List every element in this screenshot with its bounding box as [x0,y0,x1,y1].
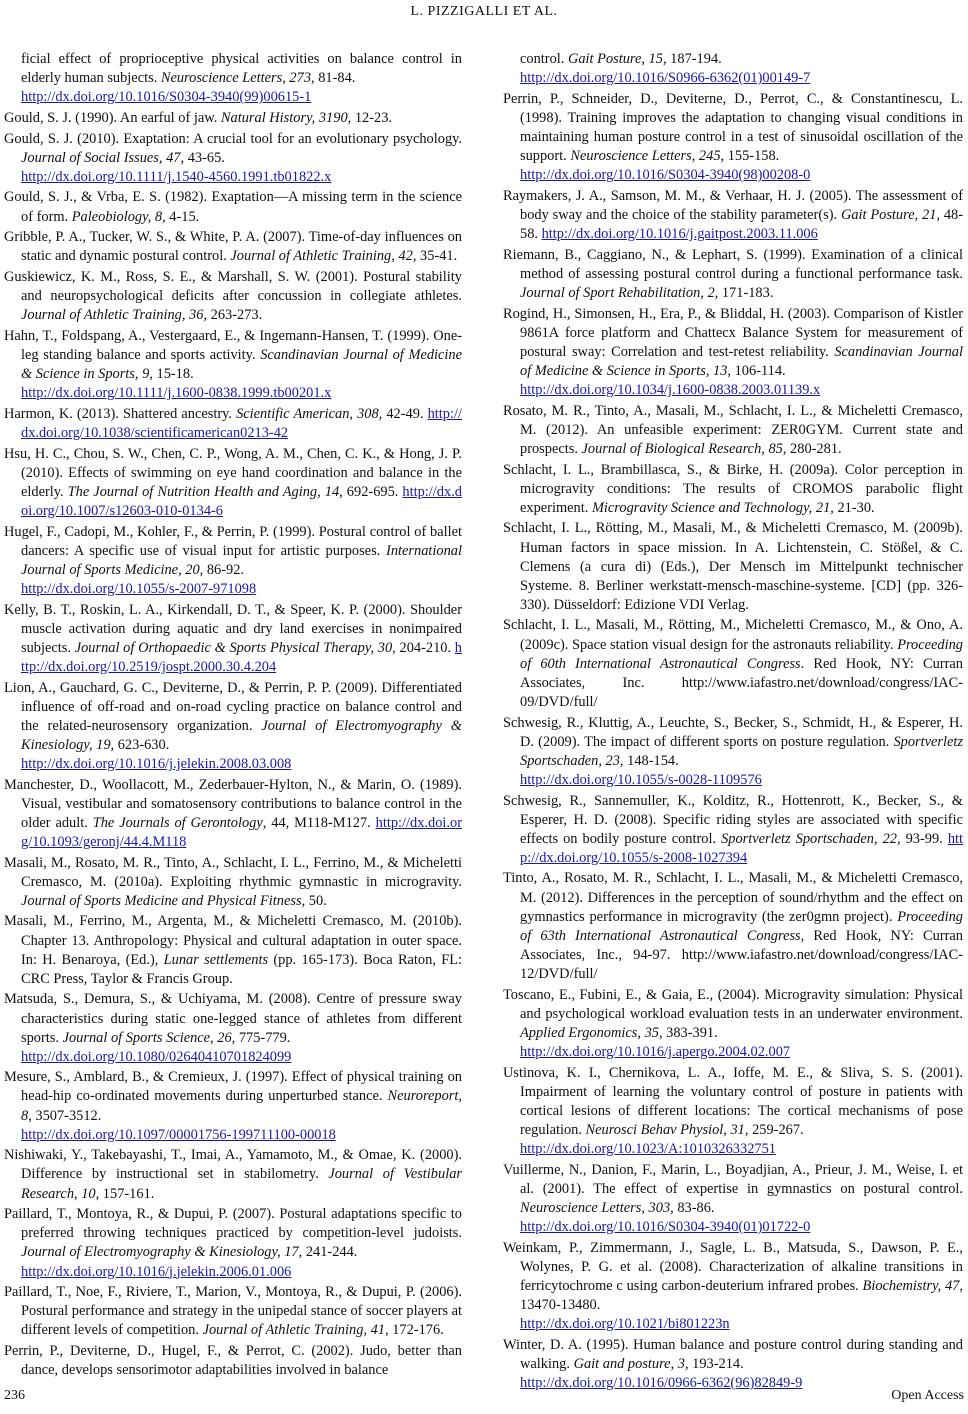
reference-text: Masali, M., Rosato, M. R., Tinto, A., Schlacht, I. L., Ferrino, M., & Micheletti Cremasco, M. (2010a). Exploiting rhythmic gymnastic in microgravity. [4,854,462,890]
reference-venue: The Journal of Nutrition Health and Aging, 14, [67,483,343,500]
reference-text: Vuillerme, N., Danion, F., Marin, L., Boyadjian, A., Prieur, J. M., Weise, I. et al. (2001). The effect of expertise in gymnastics on postural control. [503,1161,963,1197]
doi-link[interactable]: http://dx.doi.org/10.1111/j.1540-4560.1991.tb01822.x [21,168,332,185]
reference-entry [4,679,462,774]
reference-entry [4,405,462,443]
reference-text: Hugel, F., Cadopi, M., Kohler, F., & Perrin, P. (1999). Postural control of ballet dancers: A specific use of visual input for artistic purposes. [4,523,462,559]
reference-entry [503,1239,963,1334]
reference-text: Masali, M., Ferrino, M., Argenta, M., & Micheletti Cremasco, M. (2010b). Chapter 13. Anthropology: Physical and cultural adaptation in outer space. In: H. Benaroya, (Ed.), [4,913,462,968]
reference-entry [503,402,963,459]
reference-entry [503,246,963,303]
reference-venue: Journal of Athletic Training, 36, [21,307,208,324]
reference-entry [4,912,462,988]
reference-text: Toscano, E., Fubini, E., & Gaia, E., (2004). Microgravity simulation: Physical and psychological workload evaluation tests in an underwater environment. [503,986,963,1022]
doi-link[interactable]: http://dx.doi.org/10.1007/s12603-010-0134-6 [21,483,462,519]
reference-text: Ustinova, K. I., Chernikova, L. A., Ioffe, M. E., & Sliva, S. S. (2001). Impairment of learning the voluntary control of posture in patients with cortical lesions of different locations: The cortical mechanisms of pose regulation. [503,1064,963,1138]
reference-venue: Gait Posture, 15, [567,51,667,67]
reference-entry [503,90,963,185]
reference-venue: Neuroscience Letters, 245, [570,148,725,165]
reference-venue: Journal of Sport Rehabilitation, 2, [520,284,719,301]
reference-text: control. [520,51,568,67]
reference-text: Tinto, A., Rosato, M. R., Schlacht, I. L., Masali, M., & Micheletti Cremasco, M. (2012). Differences in the perception of sound/rhythm and the effect on gymnastics performance in microgravity (the zer0gmn project). [503,870,963,925]
reference-entry [503,869,963,984]
reference-venue: Scandinavian Journal of Medicine & Science in Sports, 13, [520,343,963,379]
reference-pages: 4-15. [165,208,200,225]
reference-venue: Scientific American, 308, [236,405,383,422]
reference-text: Mesure, S., Amblard, B., & Cremieux, J. (1997). Effect of physical training on head-hip co-ordinated movements during unperturbed stance. [4,1069,462,1105]
doi-link[interactable]: http://dx.doi.org/10.1016/0966-6362(96)82849-9 [520,1374,803,1391]
reference-text: Schlacht, I. L., Masali, M., Rötting, M., Micheletti Cremasco, M., & Ono, A. (2009c). Space station visual design for the astronauts reliability. [503,617,963,653]
reference-entry [4,601,462,677]
reference-entry [4,327,462,403]
reference-text: Kelly, B. T., Roskin, L. A., Kirkendall, D. T., & Speer, K. P. (2000). Shoulder muscle activation during aquatic and dry land exercises in nonimpaired subjects. [4,601,462,656]
reference-venue: Journal of Athletic Training, 42, [230,248,417,265]
reference-venue: Natural History, 3190, [220,109,352,126]
reference-text: Rogind, H., Simonsen, H., Era, P., & Bliddal, H. (2003). Comparison of Kistler 9861A force platform and Chattecx Balance System for measurement of postural sway: Correlation and test-retest reliability. [503,305,963,360]
reference-text: Nishiwaki, Y., Takebayashi, T., Imai, A., Yamamoto, M., & Omae, K. (2000). Difference by instructional set in stabilometry. [4,1147,462,1183]
reference-text: Schlacht, I. L., Rötting, M., Masali, M., & Micheletti Cremasco, M. (2009b). Human factors in space mission. In A. Lichtenstein, C. Stößel, & C. Clemens (a cura di) (Eds.), Der Mensch im Mittelpunkt technischer Systeme. 8. Berliner werkstatt-mensch-maschine-systeme. [CD] (pp. 326-330). Düsseldorf: Edizione VDI Verlag. [503,520,963,613]
reference-entry [4,109,462,128]
footer-label: Open Access [891,1388,964,1403]
reference-pages: 83-86. [673,1199,715,1216]
doi-link[interactable]: http://dx.doi.org/10.1111/j.1600-0838.1999.tb00201.x [21,385,332,402]
reference-pages: 171-183. [718,284,774,301]
reference-entry [503,792,963,868]
reference-pages: 383-391. [662,1024,718,1041]
reference-pages: 35-41. [416,248,458,265]
reference-venue: Proceeding of 63th International Astronautical Congress [520,908,963,944]
reference-entry [4,1068,462,1144]
reference-pages: . Red Hook, NY: Curran Associates, Inc. http://www.iafastro.net/download/congress/IAC-09/DVD/full/ [520,655,963,710]
reference-text: Hahn, T., Foldspang, A., Vestergaard, E., & Ingemann-Hansen, T. (1999). One-leg standing balance and sports activity. [4,327,462,363]
reference-entry [4,130,462,187]
reference-pages: 259-267. [748,1121,804,1138]
reference-pages: , Red Hook, NY: Curran Associates, Inc., 94-97. http://www.iafastro.net/download/congress/IAC-12/DVD/full/ [520,927,963,982]
reference-text: Rosato, M. R., Tinto, A., Masali, M., Schlacht, I. L., & Micheletti Cremasco, M. (2012). An unfeasible experiment: ZER0GYM. Current state and prospects. [503,402,963,457]
reference-venue: Journal of Sports Science, 26, [62,1029,236,1046]
reference-entry [4,445,462,521]
reference-pages: 42-49. [382,405,428,422]
reference-venue: Scandinavian Journal of Medicine & Science in Sports, 9, [21,346,462,383]
reference-text: Matsuda, S., Demura, S., & Uchiyama, M. (2008). Centre of pressure sway characteristics during static one-legged stance of athletes from different sports. [4,991,462,1046]
reference-pages: 21-30. [833,499,875,516]
reference-text: Lion, A., Gauchard, G. C., Deviterne, D., & Perrin, P. P. (2009). Differentiated influence of off-road and on-road cycling practice on balance control and the related-neurosensory organization. [4,679,462,734]
reference-entry [503,714,963,790]
reference-entry [4,990,462,1066]
reference-venue: Microgravity Science and Technology, 21, [591,499,834,516]
reference-entry [503,986,963,1062]
reference-text: Riemann, B., Caggiano, N., & Lephart, S. (1999). Examination of a clinical method of assessing postural control during a functional performance task. [503,246,963,282]
reference-venue: Paleobiology, 8, [71,208,166,225]
reference-venue: Journal of Electromyography & Kinesiology, 17, [21,1244,303,1261]
reference-entry [4,268,462,325]
doi-link[interactable]: http://dx.doi.org/10.1093/geronj/44.4.M118 [21,814,463,850]
reference-venue: Proceeding of 60th International Astronautical Congress [520,636,963,672]
reference-venue: Neuroscience Letters, 303, [520,1199,674,1216]
reference-entry [4,523,462,599]
references-right-column [503,50,963,1395]
reference-venue: Journal of Biological Research, 85, [581,440,787,457]
reference-text: Gould, S. J., & Vrba, E. S. (1982). Exaptation—A missing term in the science of form. [4,189,462,225]
reference-text: Hsu, H. C., Chou, S. W., Chen, C. P., Wong, A. M., Chen, C. K., & Hong, J. P. (2010). Effects of swimming on eye hand coordination and balance in the elderly. [4,445,462,500]
reference-text: Gribble, P. A., Tucker, W. S., & White, P. A. (2007). Time-of-day influences on static and dynamic postural control. [4,229,462,265]
reference-entry [4,1342,462,1380]
doi-link[interactable]: http://dx.doi.org/10.1016/S0304-3940(98)00208-0 [520,167,811,184]
reference-entry [503,461,963,518]
doi-link[interactable]: http://dx.doi.org/10.1021/bi801223n [520,1316,730,1332]
reference-venue: International Journal of Sports Medicine, 20, [21,542,462,578]
doi-link[interactable]: http://dx.doi.org/10.1016/j.apergo.2004.02.007 [520,1043,791,1060]
reference-pages: 263-273. [207,307,263,324]
reference-pages: 155-158. [724,148,780,165]
reference-pages: 3507-3512. [31,1107,102,1124]
doi-link[interactable]: http://dx.doi.org/10.1016/j.jelekin.2008.03.008 [21,755,292,772]
doi-link[interactable]: http://dx.doi.org/10.1055/s-0028-1109576 [520,771,762,788]
doi-link[interactable]: http://dx.doi.org/10.1034/j.1600-0838.2003.01139.x [520,381,821,398]
reference-pages: 280-281. [786,440,842,457]
reference-pages: 13470-13480. [520,1296,601,1313]
reference-entry [4,228,462,266]
doi-link[interactable]: http://dx.doi.org/10.1097/00001756-199711100-00018 [21,1126,336,1143]
reference-venue: Journal of Sports Medicine and Physical Fitness, [21,892,306,909]
reference-text: Schwesig, R., Sannemuller, K., Kolditz, R., Hottenrott, K., Becker, S., & Esperer, H. D. (2008). Specific riding styles are associated with specific effects on bodily posture control. [503,792,963,847]
reference-text: Gould, S. J. (1990). An earful of jaw. [4,109,221,126]
reference-text: Schwesig, R., Kluttig, A., Leuchte, S., Becker, S., Schmidt, H., & Esperer, H. D. (2009). The impact of different sports on posture regulation. [503,714,963,750]
reference-venue: Neurosci Behav Physiol, 31, [585,1121,749,1138]
reference-venue: Journal of Orthopaedic & Sports Physical Therapy, 30, [74,639,396,656]
doi-link[interactable]: http://dx.doi.org/10.1016/j.gaitpost.2003.11.006 [541,226,818,243]
reference-venue: Sportverletz Sportschaden, 22, [721,830,901,847]
reference-venue: Gait Posture, 21, [840,206,940,223]
reference-venue: Neuroscience Letters, 273, [160,70,315,87]
reference-entry [4,854,462,911]
doi-link[interactable]: http://dx.doi.org/10.1016/S0304-3940(01)01722-0 [520,1218,811,1235]
reference-pages: 81-84. [314,70,356,87]
reference-entry [503,1336,963,1393]
reference-pages: 86-92. [203,561,245,578]
reference-venue: The Journals of Gerontology [92,814,263,831]
reference-pages: 12-23. [351,109,393,126]
reference-pages: 50. [305,892,327,909]
reference-text: Schlacht, I. L., Brambillasca, S., & Birke, H. (2009a). Color perception in microgravity conditions: The results of CROMOS parabolic flight experiment. [503,461,963,516]
reference-text: Perrin, P., Schneider, D., Deviterne, D., Perrot, C., & Constantinescu, L. (1998). Training improves the adaptation to changing visual conditions in maintaining human posture control in a test of sinusoidal oscillation of the support. [503,90,963,165]
reference-text: Harmon, K. (2013). Shattered ancestry. [4,405,237,422]
reference-pages: 172-176. [388,1322,444,1339]
reference-pages: 623-630. [114,736,170,753]
reference-venue: Lunar settlements [163,951,269,968]
reference-pages: 204-210. [395,639,455,656]
reference-entry [503,305,963,400]
reference-pages: 193-214. [688,1355,744,1372]
doi-link[interactable]: http://dx.doi.org/10.1023/A:1010326332751 [520,1140,776,1157]
reference-venue: Biochemistry, 47, [862,1277,963,1294]
reference-pages: 187-194. [666,51,722,67]
doi-link[interactable]: http://dx.doi.org/10.1080/02640410701824099 [21,1048,292,1065]
doi-link[interactable]: http://dx.doi.org/10.1055/s-2007-971098 [21,580,257,597]
page-number: 236 [4,1388,25,1403]
reference-entry [4,1146,462,1203]
reference-pages: 106-114. [731,362,786,379]
reference-venue: Journal of Athletic Training, 41, [202,1322,389,1339]
reference-pages: 241-244. [302,1244,358,1261]
doi-link[interactable]: http://dx.doi.org/10.2519/jospt.2000.30.4.204 [21,639,462,675]
reference-text: Gould, S. J. (2010). Exaptation: A crucial tool for an evolutionary psychology. [4,130,462,147]
reference-pages: 157-161. [99,1185,155,1202]
reference-entry [503,616,963,711]
reference-pages: 93-99. [900,830,948,847]
reference-venue: Journal of Social Issues, 47, [21,149,185,166]
reference-text: Manchester, D., Woollacott, M., Zederbauer-Hylton, N., & Marin, O. (1989). Visual, vestibular and somatosensory contributions to balance control in the older adult. [4,776,462,831]
reference-venue: Applied Ergonomics, 35, [520,1024,663,1041]
doi-link[interactable]: http://dx.doi.org/10.1016/S0304-3940(99)00615-1 [21,89,312,106]
reference-entry [503,1161,963,1237]
reference-pages: (pp. 165-173). Boca Raton, FL: CRC Press, Taylor & Francis Group. [21,951,462,987]
reference-text: Paillard, T., Montoya, R., & Dupui, P. (2007). Postural adaptations specific to preferred throwing techniques practiced by competition-level judoists. [4,1206,462,1242]
reference-pages: 48-58. [520,206,964,243]
reference-entry [4,50,462,107]
references-left-column [4,50,462,1382]
reference-venue: Journal of Vestibular Research, 10, [21,1166,462,1202]
doi-link[interactable]: http://dx.doi.org/10.1038/scientificamerican0213-42 [21,405,462,441]
reference-entry [4,188,462,226]
reference-entry [4,1205,462,1281]
reference-entry [503,519,963,614]
reference-venue: Neuroreport, 8, [21,1088,462,1124]
reference-pages: 692-695. [342,483,403,500]
doi-link[interactable]: http://dx.doi.org/10.1055/s-2008-1027394 [520,830,964,866]
reference-pages: 775-779. [235,1029,291,1046]
reference-text: Guskiewicz, K. M., Ross, S. E., & Marshall, S. W. (2001). Postural stability and neuropsychological deficits after concussion in collegiate athletes. [4,269,462,305]
reference-text: Winter, D. A. (1995). Human balance and posture control during standing and walking. [503,1336,963,1372]
doi-link[interactable]: http://dx.doi.org/10.1016/j.jelekin.2006.01.006 [21,1263,292,1280]
reference-entry [4,776,462,852]
reference-pages: , 44, M118-M127. [262,814,376,831]
reference-venue: Journal of Electromyography & Kinesiology, 19, [21,717,463,753]
reference-text: Raymakers, J. A., Samson, M. M., & Verhaar, H. J. (2005). The assessment of body sway and the choice of the stability parameter(s). [503,187,963,223]
doi-link[interactable]: http://dx.doi.org/10.1016/S0966-6362(01)00149-7 [520,70,811,87]
reference-text: Paillard, T., Noe, F., Riviere, T., Marion, V., Montoya, R., & Dupui, P. (2006). Postural performance and strategy in the unipedal stance of soccer players at different levels of competition. [4,1284,462,1339]
reference-venue: Gait and posture, 3, [573,1355,689,1372]
reference-entry [503,1064,963,1159]
reference-text: ficial effect of proprioceptive physical activities on balance control in elderly human subjects. [21,51,462,87]
reference-entry [503,187,963,244]
reference-text: Weinkam, P., Zimmermann, J., Sagle, L. B., Matsuda, S., Dawson, P. E., Wolynes, P. G. et al. (2008). Characterization of alkaline transitions in ferricytochrome c using carbon-deuterium infrared probes. [503,1239,963,1294]
reference-pages: 15-18. [152,366,194,383]
reference-text: Perrin, P., Deviterne, D., Hugel, F., & Perrot, C. (2002). Judo, better than dance, develops sensorimotor adaptabilities involved in balance [4,1343,462,1379]
reference-entry [503,50,963,88]
reference-venue: Sportverletz Sportschaden, 23, [520,733,963,769]
reference-entry [4,1283,462,1340]
reference-pages: 148-154. [623,752,679,769]
running-header: L. PIZZIGALLI ET AL. [410,4,558,19]
reference-pages: 43-65. [184,149,225,166]
